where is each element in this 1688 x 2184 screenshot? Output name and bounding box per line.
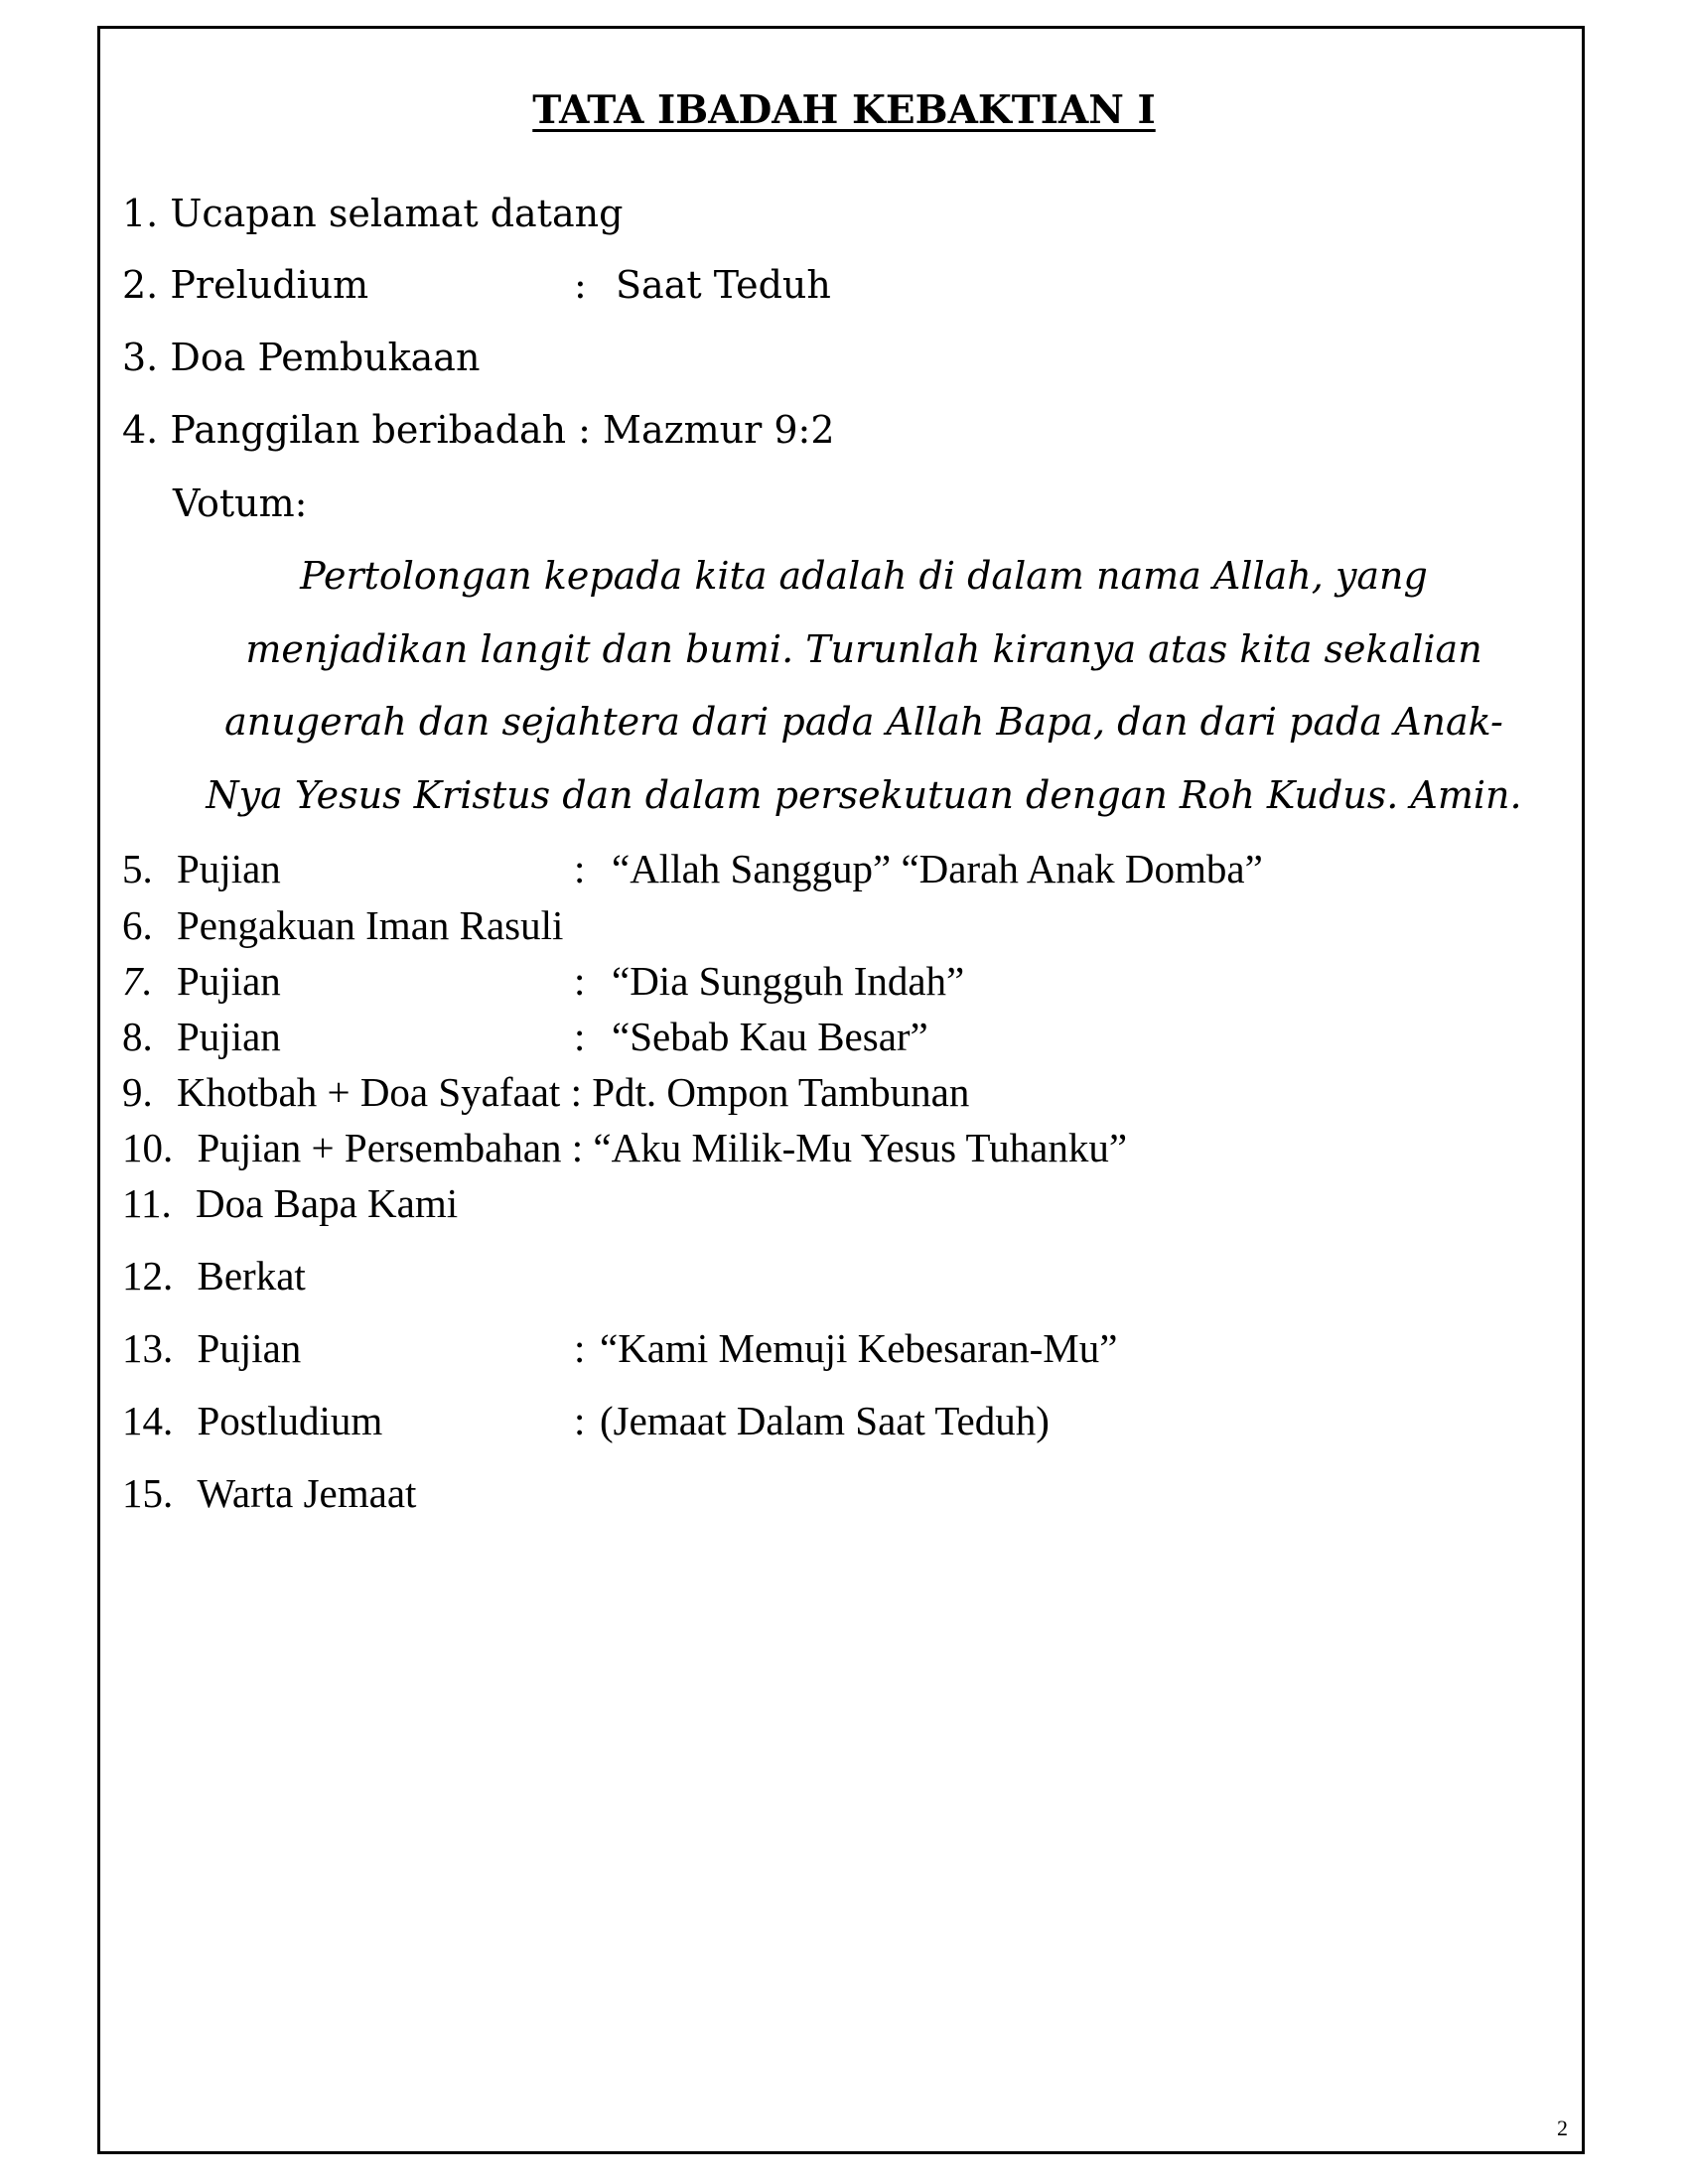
item-label: Pengakuan Iman Rasuli (177, 902, 564, 948)
list-item-8 (122, 1014, 281, 1059)
item-label: Pujian (197, 1325, 302, 1371)
votum-line-3: anugerah dan sejahtera dari pada Allah Bapa, dan dari pada Anak- (224, 700, 1503, 744)
item-number: 3. (122, 336, 159, 379)
item-8-value: “Sebab Kau Besar” (612, 1014, 928, 1059)
list-item-7 (122, 958, 281, 1004)
item-number: 11. (122, 1180, 172, 1226)
item-13-value: “Kami Memuji Kebesaran-Mu” (600, 1325, 1118, 1371)
votum-line-1: Pertolongan kepada kita adalah di dalam nama Allah, yang (300, 554, 1428, 598)
item-2-value: Saat Teduh (616, 263, 831, 307)
item-number: 13. (122, 1325, 174, 1371)
item-label: Khotbah + Doa Syafaat : Pdt. Ompon Tambunan (177, 1069, 970, 1115)
item-label: Doa Pembukaan (170, 336, 481, 379)
item-label: Pujian (177, 846, 281, 891)
item-5-separator: : (574, 846, 586, 891)
votum-label: Votum: (173, 481, 308, 525)
item-number: 2. (122, 263, 159, 307)
item-14-separator: : (574, 1398, 586, 1443)
list-item-15 (122, 1470, 417, 1516)
item-number: 5. (122, 846, 153, 891)
item-label: Ucapan selamat datang (170, 192, 624, 235)
item-number: 10. (122, 1125, 174, 1170)
item-number: 8. (122, 1014, 153, 1059)
list-item-12 (122, 1253, 306, 1298)
item-number: 12. (122, 1253, 174, 1298)
item-13-separator: : (574, 1325, 586, 1371)
item-label: Postludium (197, 1398, 383, 1443)
list-item-3 (122, 336, 481, 379)
votum-line-4: Nya Yesus Kristus dan dalam persekutuan dengan Roh Kudus. Amin. (206, 773, 1522, 817)
list-item-14 (122, 1398, 383, 1443)
item-number: 4. (122, 408, 159, 452)
item-number: 7. (122, 958, 153, 1004)
list-item-10 (122, 1125, 1128, 1170)
list-item-9 (122, 1069, 970, 1115)
list-item-11 (122, 1180, 459, 1226)
item-label: Doa Bapa Kami (195, 1180, 459, 1226)
list-item-13 (122, 1325, 302, 1371)
item-8-separator: : (574, 1014, 586, 1059)
list-item-5 (122, 846, 281, 891)
item-number: 1. (122, 192, 159, 235)
page-number: 2 (1557, 2116, 1568, 2140)
item-7-value: “Dia Sungguh Indah” (612, 958, 965, 1004)
list-item-6 (122, 902, 564, 948)
item-5-value: “Allah Sanggup” “Darah Anak Domba” (612, 846, 1263, 891)
item-label: Pujian + Persembahan : “Aku Milik-Mu Yesus Tuhanku” (197, 1125, 1128, 1170)
votum-line-2: menjadikan langit dan bumi. Turunlah kiranya atas kita sekalian (245, 627, 1482, 671)
item-number: 14. (122, 1398, 174, 1443)
document-title: TATA IBADAH KEBAKTIAN I (532, 87, 1156, 133)
item-label: Preludium (170, 263, 369, 307)
list-item-1 (122, 192, 624, 235)
item-label: Pujian (177, 958, 281, 1004)
item-label: Berkat (197, 1253, 306, 1298)
item-label: Warta Jemaat (197, 1470, 417, 1516)
list-item-2 (122, 263, 369, 307)
item-number: 9. (122, 1069, 153, 1115)
list-item-4 (122, 408, 835, 452)
item-14-value: (Jemaat Dalam Saat Teduh) (600, 1398, 1050, 1443)
item-label: Panggilan beribadah : Mazmur 9:2 (170, 408, 835, 452)
item-7-separator: : (574, 958, 586, 1004)
item-2-separator: : (574, 263, 587, 307)
item-label: Pujian (177, 1014, 281, 1059)
item-number: 15. (122, 1470, 174, 1516)
item-number: 6. (122, 902, 153, 948)
